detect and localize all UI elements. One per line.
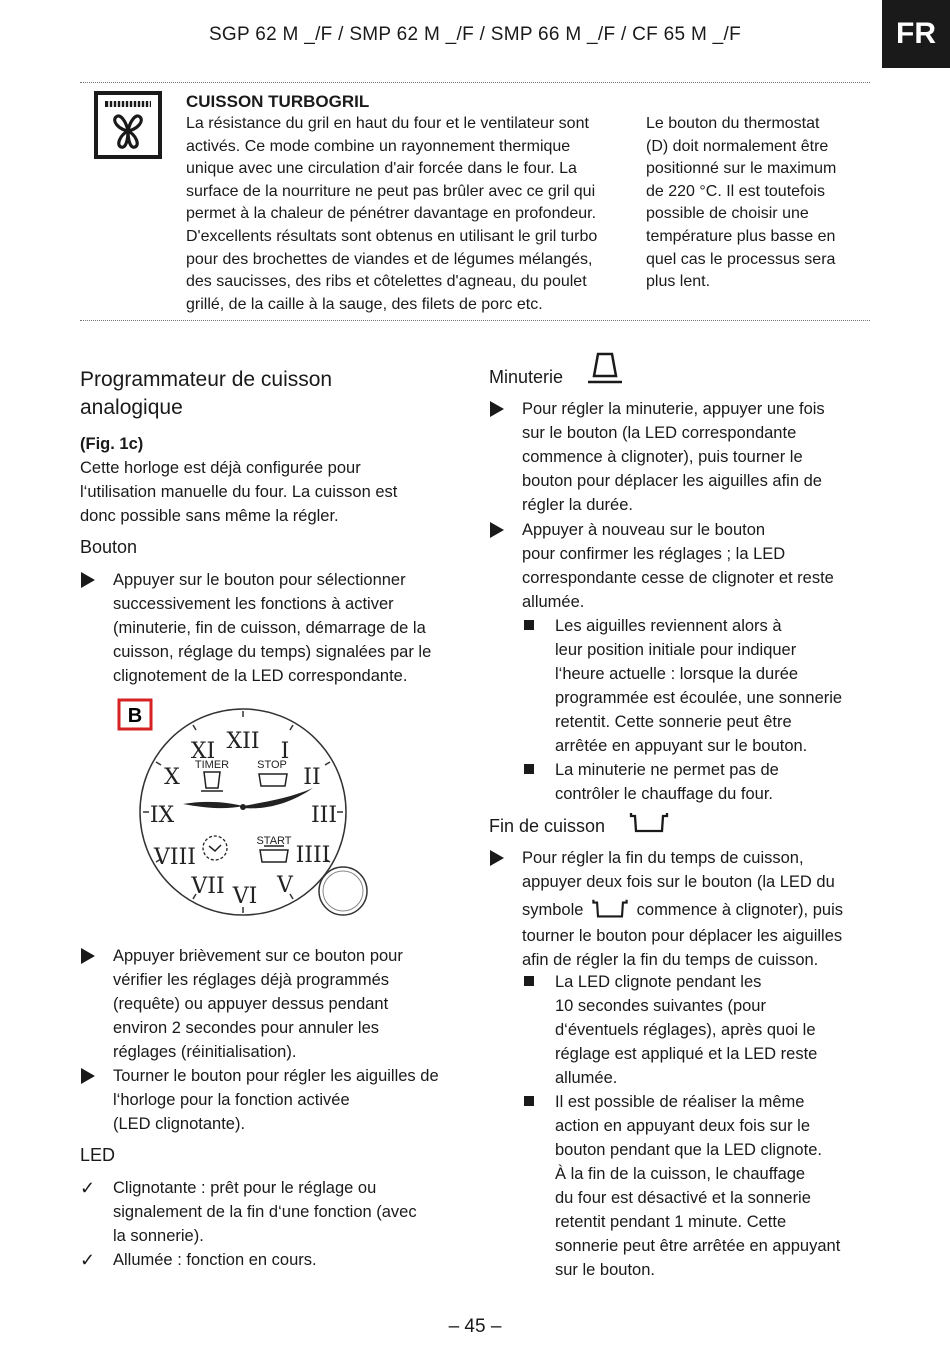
list-item: [522, 1090, 882, 1282]
numeral-12: XII: [226, 729, 260, 754]
text-line: cuisson, réglage du temps) signalées par le: [113, 643, 432, 661]
start-label: START: [256, 835, 292, 847]
text-line: d‘éventuels réglages), après quoi le: [555, 1021, 816, 1039]
text-line: signalement de la fin d‘une fonction (avec: [113, 1203, 417, 1221]
list-item: [489, 846, 879, 972]
list-item: [80, 568, 470, 688]
numeral-7: VII: [191, 874, 225, 899]
text-line: Clignotante : prêt pour le réglage ou: [113, 1179, 377, 1197]
heading-line: Programmateur de cuisson: [80, 368, 333, 391]
text-line: Appuyer brièvement sur ce bouton pour: [113, 947, 403, 965]
turbogril-body: [186, 113, 636, 316]
turbogril-line: activés. Ce mode combine un rayonnement thermique: [186, 137, 571, 155]
arrow-bullet-icon: [490, 522, 504, 538]
thermostat-line: (D) doit normalement être: [646, 137, 829, 155]
turbogril-line: unique avec une circulation d'air forcée dans le four. La: [186, 160, 577, 178]
list-item: [80, 1248, 470, 1272]
text-line: régler la durée.: [522, 496, 633, 514]
pot-symbol-icon: [590, 897, 630, 921]
list-item: [489, 397, 879, 517]
list-item: [80, 1064, 470, 1136]
text-line: Appuyer sur le bouton pour sélectionner: [113, 571, 406, 589]
text-line: successivement les fonctions à activer: [113, 595, 394, 613]
list-item: [489, 518, 879, 614]
text-line: tourner le bouton pour déplacer les aiguilles: [522, 927, 843, 945]
text-line: Appuyer à nouveau sur le bouton: [522, 521, 766, 539]
text-line: retentit. Cette sonnerie peut être: [555, 713, 792, 731]
text-line: (LED clignotante).: [113, 1115, 246, 1133]
subheading-bouton: Bouton: [80, 537, 138, 557]
text-line: environ 2 secondes pour annuler les: [113, 1019, 380, 1037]
list-item: [522, 758, 882, 806]
text-line: Il est possible de réaliser la même: [555, 1093, 805, 1111]
numeral-4: IIII: [295, 843, 331, 868]
text-line: l‘horloge pour la fonction activée: [113, 1091, 350, 1109]
control-knob[interactable]: [319, 867, 367, 915]
list-item: [80, 944, 470, 1064]
minute-hand: [243, 788, 313, 808]
text-line: retentit pendant 1 minute. Cette: [555, 1213, 787, 1231]
text-line: Les aiguilles reviennent alors à: [555, 617, 782, 635]
pot-end-cooking-icon: [628, 810, 670, 836]
subheading-minuterie: Minuterie: [489, 367, 564, 387]
subheading-fin-de-cuisson: Fin de cuisson: [489, 816, 606, 836]
stop-pot-icon: [259, 774, 287, 786]
turbogril-line: grillé, de la caille à la sauge, des filets de porc etc.: [186, 295, 543, 313]
text-line: pour confirmer les réglages ; la LED: [522, 545, 786, 563]
text-line: bouton pour déplacer les aiguilles afin de: [522, 472, 822, 490]
thermostat-line: Le bouton du thermostat: [646, 115, 820, 132]
header-title: SGP 62 M _/F / SMP 62 M _/F / SMP 66 M _/F / CF 65 M _/F: [208, 24, 742, 45]
bell-timer-icon: [586, 350, 624, 386]
clock-manual-hands-icon: [209, 845, 221, 851]
text-line: commence à clignoter), puis tourner le: [522, 448, 803, 466]
figure-reference: (Fig. 1c): [80, 435, 144, 453]
divider-bottom: [80, 320, 870, 321]
clock-manual-icon: [203, 836, 227, 860]
numeral-2: II: [303, 765, 321, 790]
arrow-bullet-icon: [81, 572, 95, 588]
text-line-with-symbol: [522, 894, 879, 924]
text-line: (minuterie, fin de cuisson, démarrage de la: [113, 619, 426, 637]
text-line: réglages (réinitialisation).: [113, 1043, 297, 1061]
symbol-text-before: symbole: [522, 901, 584, 919]
text-line: La minuterie ne permet pas de: [555, 761, 779, 779]
square-bullet-icon: [524, 764, 534, 774]
check-icon: ✓: [80, 1178, 96, 1198]
page-number: – 45 –: [448, 1316, 502, 1337]
text-line: leur position initiale pour indiquer: [555, 641, 797, 659]
arrow-bullet-icon: [490, 850, 504, 866]
text-line: clignotement de la LED correspondante.: [113, 667, 408, 685]
language-badge: FR: [882, 0, 950, 68]
text-line: l‘heure actuelle : lorsque la durée: [555, 665, 799, 683]
timer-label: TIMER: [194, 759, 230, 771]
text-line: Pour régler la fin du temps de cuisson,: [522, 849, 804, 867]
list-item: [522, 970, 882, 1090]
turbogril-line: permet à la chaleur de pénétrer davantage en profondeur.: [186, 205, 597, 223]
section-heading-programmateur: [80, 366, 332, 422]
thermostat-line: positionné sur le maximum: [646, 160, 837, 178]
turbogril-line: D'excellents résultats sont obtenus en utilisant le gril turbo: [186, 227, 598, 245]
text-line: vérifier les réglages déjà programmés: [113, 971, 390, 989]
text-line: correspondante cesse de clignoter et reste: [522, 569, 834, 587]
text-line: sur le bouton.: [555, 1261, 655, 1279]
arrow-bullet-icon: [81, 1068, 95, 1084]
numeral-10: X: [164, 765, 180, 790]
text-line: la sonnerie).: [113, 1227, 204, 1245]
thermostat-line: température plus basse en: [646, 227, 836, 245]
heading-line: analogique: [80, 396, 183, 419]
text-line: réglage est appliqué et la LED reste: [555, 1045, 818, 1063]
arrow-bullet-icon: [81, 948, 95, 964]
text-line: La LED clignote pendant les: [555, 973, 762, 991]
text-line: sonnerie peut être arrêtée en appuyant: [555, 1237, 841, 1255]
numeral-9: IX: [149, 803, 175, 828]
thermostat-note: [646, 113, 866, 294]
turbo-grill-mode-icon: [94, 91, 162, 159]
thermostat-line: plus lent.: [646, 273, 711, 291]
text-line: Pour régler la minuterie, appuyer une fois: [522, 400, 825, 418]
text-line: Tourner le bouton pour régler les aiguilles de: [113, 1067, 439, 1085]
text-line: bouton pendant que la LED clignote.: [555, 1141, 822, 1159]
divider-top: [80, 82, 870, 83]
list-item: [80, 1176, 470, 1248]
text-line: contrôler le chauffage du four.: [555, 785, 774, 803]
text-line: allumée.: [522, 593, 585, 611]
text-line: afin de régler la fin du temps de cuisson.: [522, 951, 819, 969]
text-line: À la fin de la cuisson, le chauffage: [555, 1165, 806, 1183]
turbogril-title: CUISSON TURBOGRIL: [186, 92, 370, 111]
intro-line: donc possible sans même la régler.: [80, 507, 339, 525]
square-bullet-icon: [524, 1096, 534, 1106]
stop-label: STOP: [257, 759, 287, 771]
arrow-bullet-icon: [490, 401, 504, 417]
square-bullet-icon: [524, 976, 534, 986]
numeral-1: I: [280, 739, 290, 764]
square-bullet-icon: [524, 620, 534, 630]
timer-bell-icon: [201, 772, 223, 791]
text-line: programmée est écoulée, une sonnerie: [555, 689, 843, 707]
text-line: action en appuyant deux fois sur le: [555, 1117, 811, 1135]
clock-center: [240, 804, 246, 810]
text-line: appuyer deux fois sur le bouton (la LED du: [522, 873, 835, 891]
thermostat-line: quel cas le processus sera: [646, 250, 836, 268]
numeral-8: VIII: [154, 845, 196, 870]
figure-label: B: [127, 705, 143, 727]
text-line: arrêtée en appuyant sur le bouton.: [555, 737, 808, 755]
text-line: du four est désactivé et la sonnerie: [555, 1189, 811, 1207]
numeral-5: V: [277, 873, 293, 898]
text-line: Allumée : fonction en cours.: [113, 1251, 317, 1269]
intro-line: Cette horloge est déjà configurée pour: [80, 459, 361, 477]
start-pot-icon: [260, 846, 288, 862]
numeral-6: VI: [232, 884, 258, 909]
symbol-text-after: commence à clignoter), puis: [636, 901, 843, 919]
turbogril-line: pour des brochettes de viandes et de légumes mélangés,: [186, 250, 593, 268]
turbogril-line: des saucisses, des ribs et côtelettes d'agneau, du poulet: [186, 273, 587, 291]
intro-line: l‘utilisation manuelle du four. La cuisson est: [80, 483, 398, 501]
thermostat-line: possible de choisir une: [646, 205, 809, 223]
list-item: [522, 614, 882, 758]
turbogril-line: La résistance du gril en haut du four et le ventilateur sont: [186, 115, 589, 132]
text-line: (requête) ou appuyer dessus pendant: [113, 995, 389, 1013]
numeral-11: XI: [190, 739, 216, 764]
intro-text: [80, 456, 397, 528]
text-line: 10 secondes suivantes (pour: [555, 997, 766, 1015]
hour-hand: [183, 802, 243, 808]
text-line: sur le bouton (la LED correspondante: [522, 424, 797, 442]
numeral-3: III: [310, 803, 338, 828]
subheading-led: LED: [80, 1145, 116, 1165]
check-icon: ✓: [80, 1250, 96, 1270]
clock-figure: [115, 696, 375, 926]
text-line: allumée.: [555, 1069, 618, 1087]
thermostat-line: de 220 °C. Il est toutefois: [646, 182, 825, 200]
turbogril-line: surface de la nourriture ne peut pas brûler avec ce gril qui: [186, 182, 596, 200]
